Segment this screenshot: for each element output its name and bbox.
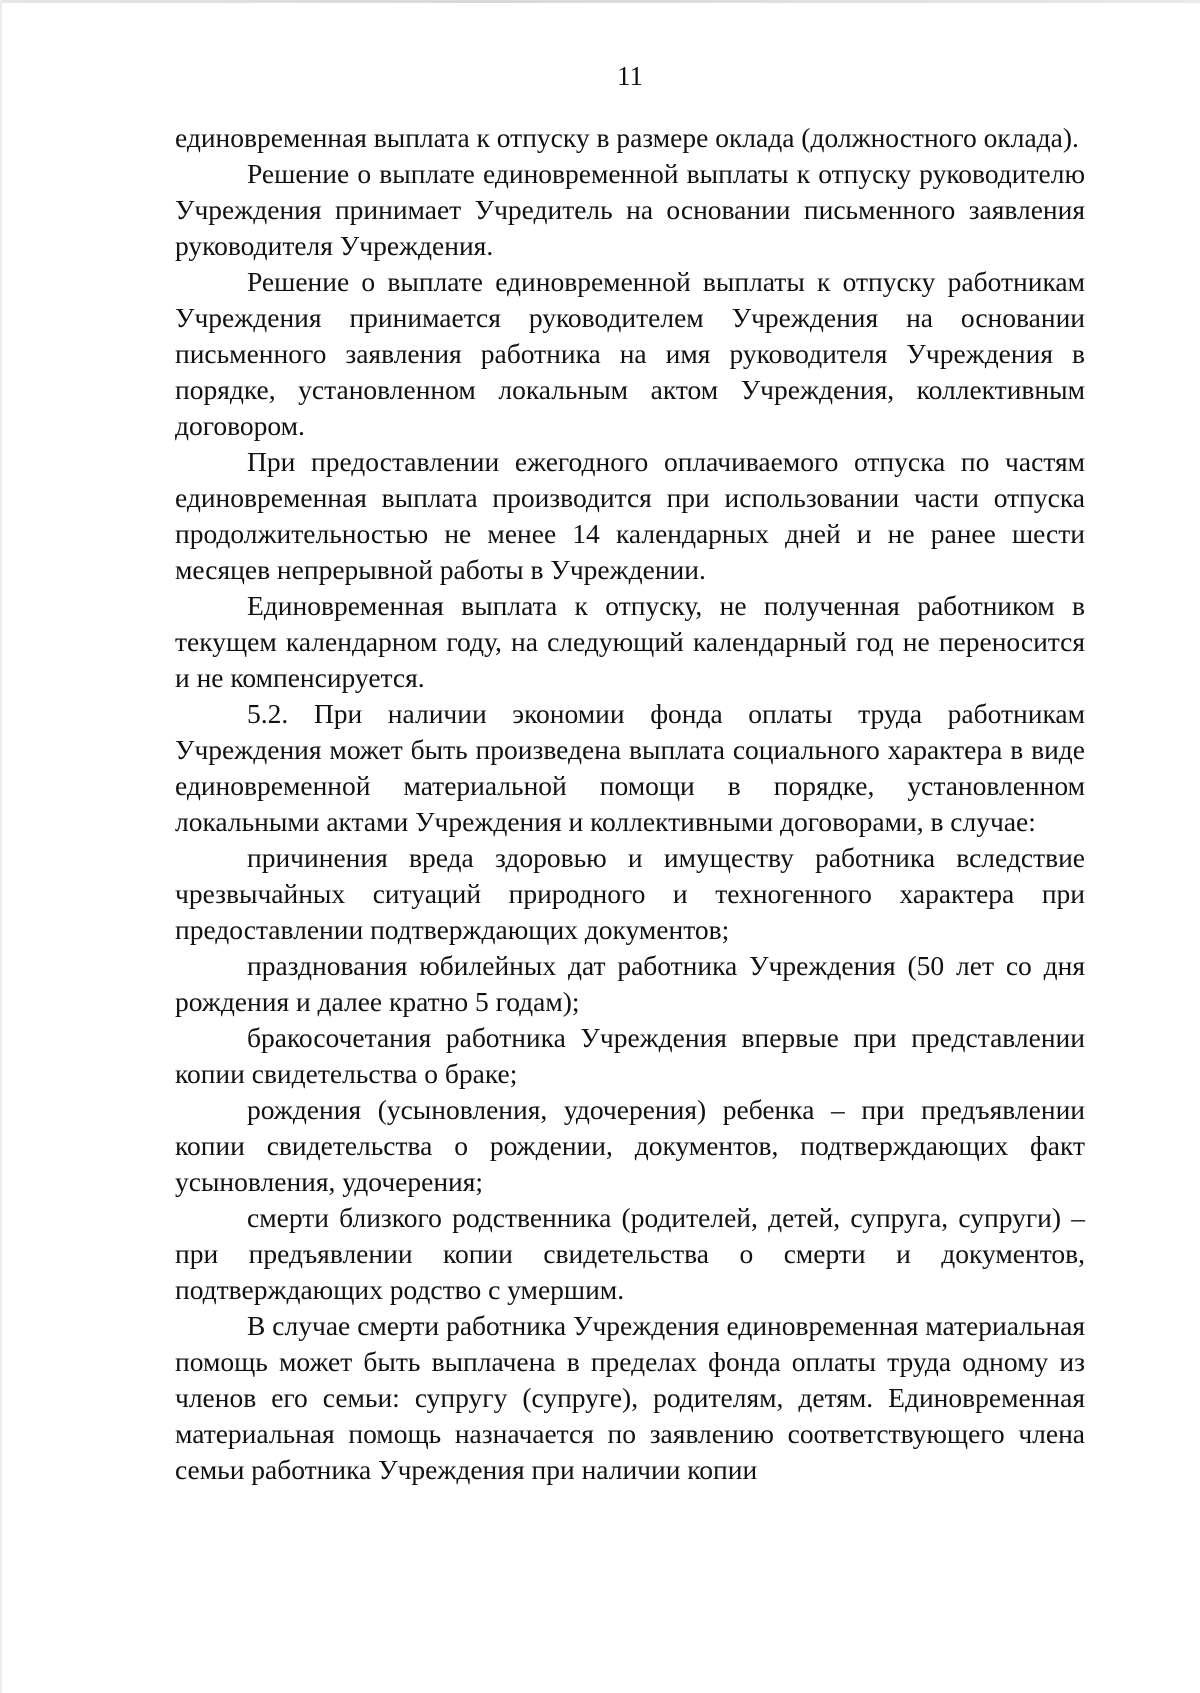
paragraph-staff-decision: Решение о выплате единовременной выплаты к отпуску работникам Учреждения принимается руководителем Учреждения на основании письменного заявления работника на имя руководителя Учреждения в порядке, установленном локальным актом Учреждения, коллективным договором.: [175, 266, 1085, 441]
paragraph-split-leave: При предоставлении ежегодного оплачиваемого отпуска по частям единовременная выплата производится при использовании части отпуска продолжительностью не менее 14 календарных дней и не ранее шести месяцев непрерывной работы в Учреждении.: [175, 446, 1085, 585]
paragraph-section-5-2: 5.2. При наличии экономии фонда оплаты труда работникам Учреждения может быть произведена выплата социального характера в виде единовременной материальной помощи в порядке, установленном локальными актами Учреждения и коллективными договорами, в случае:: [175, 698, 1085, 837]
list-item-marriage: бракосочетания работника Учреждения впервые при представлении копии свидетельства о браке;: [175, 1022, 1085, 1089]
paragraph-employee-death: В случае смерти работника Учреждения единовременная материальная помощь может быть выплачена в пределах фонда оплаты труда одному из членов его семьи: супругу (супруге), родителям, детям. Единовременная материальная помощь назначается по заявлению соответствующего члена семьи работника Учреждения при наличии копии: [175, 1310, 1085, 1485]
document-body: [175, 120, 1085, 1488]
scan-edge-left: [0, 0, 2, 1693]
page-number: 11: [617, 61, 643, 91]
list-item-jubilee: празднования юбилейных дат работника Учреждения (50 лет со дня рождения и далее кратно 5 годам);: [175, 950, 1085, 1017]
paragraph-not-carried-over: Единовременная выплата к отпуску, не полученная работником в текущем календарном году, на следующий календарный год не переносится и не компенсируется.: [175, 590, 1085, 693]
list-item-emergency: причинения вреда здоровью и имуществу работника вследствие чрезвычайных ситуаций природного и техногенного характера при предоставлении подтверждающих документов;: [175, 842, 1085, 945]
paragraph-head-decision: Решение о выплате единовременной выплаты к отпуску руководителю Учреждения принимает Учредитель на основании письменного заявления руководителя Учреждения.: [175, 158, 1085, 261]
scan-edge-top: [0, 0, 1200, 3]
list-item-childbirth: рождения (усыновления, удочерения) ребенка – при предъявлении копии свидетельства о рождении, документов, подтверждающих факт усыновления, удочерения;: [175, 1094, 1085, 1197]
list-item-relative-death: смерти близкого родственника (родителей, детей, супруга, супруги) – при предъявлении копии свидетельства о смерти и документов, подтверждающих родство с умершим.: [175, 1202, 1085, 1305]
paragraph-continuation: единовременная выплата к отпуску в размере оклада (должностного оклада).: [175, 122, 1079, 153]
